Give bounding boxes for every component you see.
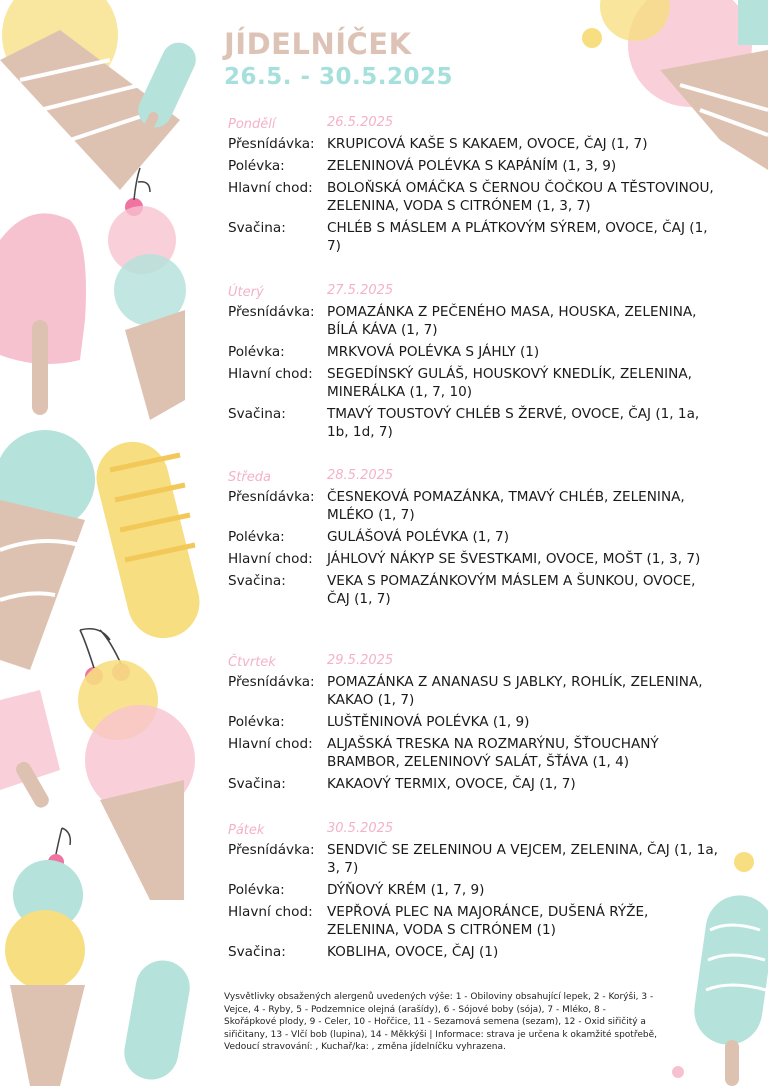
meal-label: Svačina:: [228, 220, 286, 236]
meal-text: ZELENINOVÁ POLÉVKA S KAPÁNÍM (1, 3, 9): [327, 158, 617, 174]
day-section-thursday: [224, 653, 724, 797]
meal-text: POMAZÁNKA Z ANANASU S JABLKY, ROHLÍK, ZELENINA, KAKAO (1, 7): [327, 674, 703, 708]
day-name: Úterý: [228, 285, 264, 300]
day-section-friday: [224, 821, 724, 965]
meal-text: GULÁŠOVÁ POLÉVKA (1, 7): [327, 529, 510, 545]
meal-label: Přesnídávka:: [228, 489, 315, 505]
meal-text: MRKVOVÁ POLÉVKA S JÁHLY (1): [327, 344, 540, 360]
meal-row: [224, 157, 724, 175]
day-section-monday: [224, 115, 724, 259]
meal-row: [224, 303, 724, 339]
meal-text: ČESNEKOVÁ POMAZÁNKA, TMAVÝ CHLÉB, ZELENINA, MLÉKO (1, 7): [327, 489, 685, 523]
meal-label: Polévka:: [228, 529, 285, 545]
meal-text: KAKAOVÝ TERMIX, OVOCE, ČAJ (1, 7): [327, 776, 576, 792]
meal-row: [224, 841, 724, 877]
meal-row: [224, 365, 724, 401]
meal-row: [224, 735, 724, 771]
day-header: [224, 468, 724, 488]
day-header: [224, 821, 724, 841]
day-date: 28.5.2025: [327, 468, 394, 483]
meal-row: [224, 673, 724, 709]
meal-row: [224, 903, 724, 939]
meal-text: DÝŇOVÝ KRÉM (1, 7, 9): [327, 882, 485, 898]
menu-content: [224, 26, 724, 960]
meal-text: JÁHLOVÝ NÁKYP SE ŠVESTKAMI, OVOCE, MOŠT (1, 3, 7): [327, 551, 701, 567]
date-range: 26.5. - 30.5.2025: [224, 64, 454, 90]
meal-label: Přesnídávka:: [228, 842, 315, 858]
meal-label: Svačina:: [228, 406, 286, 422]
day-header: [224, 653, 724, 673]
meal-label: Hlavní chod:: [228, 736, 313, 752]
meal-text: CHLÉB S MÁSLEM A PLÁTKOVÝM SÝREM, OVOCE, ČAJ (1, 7): [327, 220, 708, 254]
meal-label: Hlavní chod:: [228, 366, 313, 382]
page-title: JÍDELNÍČEK: [224, 27, 412, 61]
meal-text: VEPŘOVÁ PLEC NA MAJORÁNCE, DUŠENÁ RÝŽE, ZELENINA, VODA S CITRÓNEM (1): [327, 904, 649, 938]
day-name: Čtvrtek: [228, 655, 276, 670]
meal-row: [224, 135, 724, 153]
meal-text: POMAZÁNKA Z PEČENÉHO MASA, HOUSKA, ZELENINA, BÍLÁ KÁVA (1, 7): [327, 304, 697, 338]
meal-label: Polévka:: [228, 714, 285, 730]
meal-row: [224, 550, 724, 568]
meal-row: [224, 488, 724, 524]
meal-row: [224, 775, 724, 793]
meal-row: [224, 713, 724, 731]
allergen-footnote: Vysvětlivky obsažených alergenů uvedených výše: 1 - Obiloviny obsahující lepek, 2 - Korýši, 3 - Vejce, 4 - Ryby, 5 - Podzemnice olejná (arašídy), 6 - Sójové boby (sója), 7 - Mléko, 8 - Skořápkové plody, 9 - Celer, 10 - Hořčice, 11 - Sezamová semena (sezam), 12 - Oxid siřičitý a siřičitany, 13 - Vlčí bob (lupina), 14 - Měkkýši | Informace: strava je určena k okamžité spotřebě, Vedoucí stravování: , Kuchař/ka: , změna jídelníčku vyhrazena.: [224, 992, 657, 1053]
meal-row: [224, 179, 724, 215]
day-section-wednesday: [224, 468, 724, 612]
meal-row: [224, 943, 724, 961]
meal-row: [224, 528, 724, 546]
meal-text: LUŠTĚNINOVÁ POLÉVKA (1, 9): [327, 714, 530, 730]
meal-row: [224, 405, 724, 441]
day-name: Pondělí: [228, 117, 276, 132]
meal-label: Svačina:: [228, 944, 286, 960]
day-date: 30.5.2025: [327, 821, 394, 836]
meal-row: [224, 572, 724, 608]
meal-text: ALJAŠSKÁ TRESKA NA ROZMARÝNU, ŠŤOUCHANÝ BRAMBOR, ZELENINOVÝ SALÁT, ŠŤÁVA (1, 4): [327, 736, 659, 770]
meal-text: TMAVÝ TOUSTOVÝ CHLÉB S ŽERVÉ, OVOCE, ČAJ (1, 1a, 1b, 1d, 7): [327, 406, 700, 440]
meal-text: BOLOŇSKÁ OMÁČKA S ČERNOU ČOČKOU A TĚSTOVINOU, ZELENINA, VODA S CITRÓNEM (1, 3, 7): [327, 180, 714, 214]
meal-text: KRUPICOVÁ KAŠE S KAKAEM, OVOCE, ČAJ (1, 7): [327, 136, 648, 152]
meal-text: SEGEDÍNSKÝ GULÁŠ, HOUSKOVÝ KNEDLÍK, ZELENINA, MINERÁLKA (1, 7, 10): [327, 366, 692, 400]
yellow-popsicle-decor: [89, 434, 207, 645]
meal-label: Polévka:: [228, 882, 285, 898]
meal-label: Svačina:: [228, 776, 286, 792]
meal-label: Přesnídávka:: [228, 304, 315, 320]
day-header: [224, 283, 724, 303]
meal-label: Polévka:: [228, 344, 285, 360]
meal-text: SENDVIČ SE ZELENINOU A VEJCEM, ZELENINA, ČAJ (1, 1a, 3, 7): [327, 842, 718, 876]
day-date: 26.5.2025: [327, 115, 394, 130]
day-date: 27.5.2025: [327, 283, 394, 298]
day-name: Středa: [228, 470, 271, 485]
meal-label: Hlavní chod:: [228, 180, 313, 196]
meal-text: KOBLIHA, OVOCE, ČAJ (1): [327, 944, 499, 960]
day-section-tuesday: [224, 283, 724, 445]
meal-label: Hlavní chod:: [228, 904, 313, 920]
day-header: [224, 115, 724, 135]
meal-row: [224, 881, 724, 899]
meal-label: Přesnídávka:: [228, 136, 315, 152]
meal-label: Svačina:: [228, 573, 286, 589]
meal-row: [224, 343, 724, 361]
meal-label: Přesnídávka:: [228, 674, 315, 690]
meal-label: Hlavní chod:: [228, 551, 313, 567]
meal-row: [224, 219, 724, 255]
day-name: Pátek: [228, 823, 265, 838]
meal-text: VEKA S POMAZÁNKOVÝM MÁSLEM A ŠUNKOU, OVOCE, ČAJ (1, 7): [327, 573, 696, 607]
meal-label: Polévka:: [228, 158, 285, 174]
popsicle-decor: [133, 37, 202, 133]
day-date: 29.5.2025: [327, 653, 394, 668]
